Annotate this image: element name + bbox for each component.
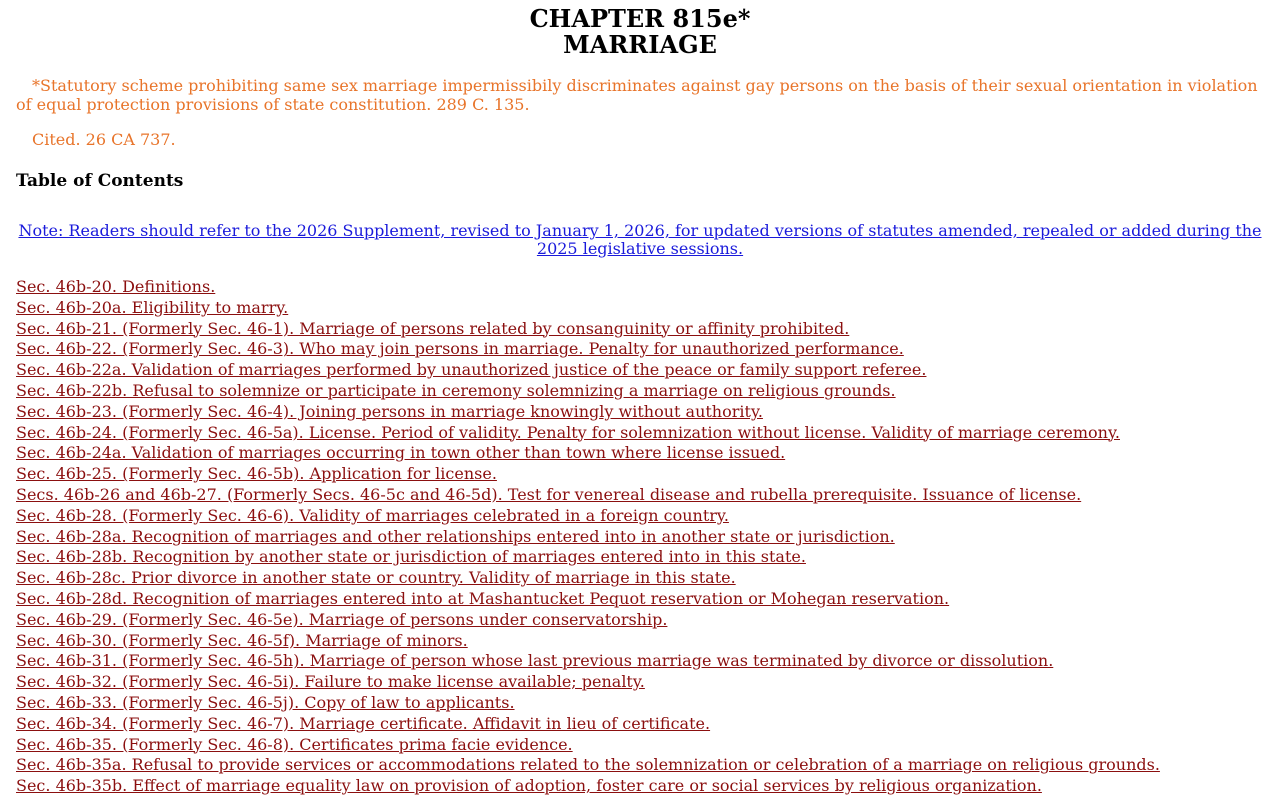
toc-item	[16, 568, 1264, 589]
toc-section-link[interactable]: Sec. 46b-28c. Prior divorce in another state or country. Validity of marriage in this state.	[16, 568, 736, 588]
toc-item	[16, 464, 1264, 485]
toc-section-link[interactable]: Sec. 46b-24. (Formerly Sec. 46-5a). License. Period of validity. Penalty for solemnization without license. Validity of marriage ceremony.	[16, 422, 1120, 442]
toc-section-link[interactable]: Sec. 46b-32. (Formerly Sec. 46-5i). Failure to make license available; penalty.	[16, 672, 645, 692]
toc-section-link[interactable]: Sec. 46b-21. (Formerly Sec. 46-1). Marriage of persons related by consanguinity or affinity prohibited.	[16, 318, 850, 338]
toc-item	[16, 423, 1264, 444]
toc-section-link[interactable]: Sec. 46b-28b. Recognition by another state or jurisdiction of marriages entered into in this state.	[16, 547, 806, 567]
annotation-footnote: *Statutory scheme prohibiting same sex marriage impermissibily discriminates against gay persons on the basis of their sexual orientation in violation of equal protection provisions of state constitution. 289 C. 135.	[16, 76, 1258, 114]
toc-item	[16, 485, 1264, 506]
toc-list	[16, 277, 1264, 797]
toc-item	[16, 631, 1264, 652]
toc-section-link[interactable]: Sec. 46b-35. (Formerly Sec. 46-8). Certificates prima facie evidence.	[16, 734, 573, 754]
toc-item	[16, 589, 1264, 610]
toc-section-link[interactable]: Sec. 46b-35b. Effect of marriage equality law on provision of adoption, foster care or social services by religious organization.	[16, 776, 1042, 796]
toc-section-link[interactable]: Sec. 46b-29. (Formerly Sec. 46-5e). Marriage of persons under conservatorship.	[16, 609, 668, 629]
toc-item	[16, 693, 1264, 714]
toc-section-link[interactable]: Sec. 46b-20a. Eligibility to marry.	[16, 297, 289, 317]
toc-item	[16, 651, 1264, 672]
toc-item	[16, 527, 1264, 548]
toc-section-link[interactable]: Sec. 46b-33. (Formerly Sec. 46-5j). Copy of law to applicants.	[16, 692, 515, 712]
toc-item	[16, 776, 1264, 797]
toc-item	[16, 735, 1264, 756]
supplement-note-link[interactable]: Note: Readers should refer to the 2026 Supplement, revised to January 1, 2026, for updated versions of statutes amended, repealed or added during the 2025 legislative sessions.	[18, 221, 1262, 258]
chapter-number: CHAPTER 815e*	[529, 4, 751, 33]
toc-section-link[interactable]: Sec. 46b-22b. Refusal to solemnize or participate in ceremony solemnizing a marriage on religious grounds.	[16, 380, 896, 400]
toc-section-link[interactable]: Secs. 46b-26 and 46b-27. (Formerly Secs. 46-5c and 46-5d). Test for venereal disease and rubella prerequisite. Issuance of license.	[16, 484, 1082, 504]
toc-item	[16, 360, 1264, 381]
toc-item	[16, 506, 1264, 527]
toc-section-link[interactable]: Sec. 46b-23. (Formerly Sec. 46-4). Joining persons in marriage knowingly without authority.	[16, 401, 763, 421]
toc-item	[16, 443, 1264, 464]
toc-section-link[interactable]: Sec. 46b-24a. Validation of marriages occurring in town other than town where license issued.	[16, 443, 786, 463]
toc-item	[16, 381, 1264, 402]
chapter-heading	[16, 6, 1264, 58]
toc-item	[16, 714, 1264, 735]
annotation-citation: Cited. 26 CA 737.	[32, 130, 176, 149]
toc-section-link[interactable]: Sec. 46b-31. (Formerly Sec. 46-5h). Marriage of person whose last previous marriage was terminated by divorce or dissolution.	[16, 651, 1054, 671]
toc-section-link[interactable]: Sec. 46b-30. (Formerly Sec. 46-5f). Marriage of minors.	[16, 630, 468, 650]
toc-item	[16, 547, 1264, 568]
toc-section-link[interactable]: Sec. 46b-22a. Validation of marriages performed by unauthorized justice of the peace or family support referee.	[16, 360, 927, 380]
toc-item	[16, 672, 1264, 693]
toc-section-link[interactable]: Sec. 46b-20. Definitions.	[16, 277, 216, 296]
statute-page	[0, 6, 1280, 797]
toc-item	[16, 755, 1264, 776]
toc-section-link[interactable]: Sec. 46b-25. (Formerly Sec. 46-5b). Application for license.	[16, 464, 497, 484]
toc-item	[16, 319, 1264, 340]
chapter-title: MARRIAGE	[563, 30, 717, 59]
toc-section-link[interactable]: Sec. 46b-28d. Recognition of marriages entered into at Mashantucket Pequot reservation or Mohegan reservation.	[16, 588, 950, 608]
toc-item	[16, 402, 1264, 423]
toc-heading: Table of Contents	[16, 171, 184, 191]
toc-section-link[interactable]: Sec. 46b-35a. Refusal to provide services or accommodations related to the solemnization or celebration of a marriage on religious grounds.	[16, 755, 1160, 775]
toc-item	[16, 610, 1264, 631]
toc-section-link[interactable]: Sec. 46b-28a. Recognition of marriages and other relationships entered into in another state or jurisdiction.	[16, 526, 895, 546]
toc-section-link[interactable]: Sec. 46b-34. (Formerly Sec. 46-7). Marriage certificate. Affidavit in lieu of certificate.	[16, 713, 711, 733]
toc-item	[16, 298, 1264, 319]
toc-section-link[interactable]: Sec. 46b-22. (Formerly Sec. 46-3). Who may join persons in marriage. Penalty for unauthorized performance.	[16, 339, 904, 359]
toc-item	[16, 277, 1264, 298]
toc-item	[16, 339, 1264, 360]
toc-section-link[interactable]: Sec. 46b-28. (Formerly Sec. 46-6). Validity of marriages celebrated in a foreign country.	[16, 505, 729, 525]
